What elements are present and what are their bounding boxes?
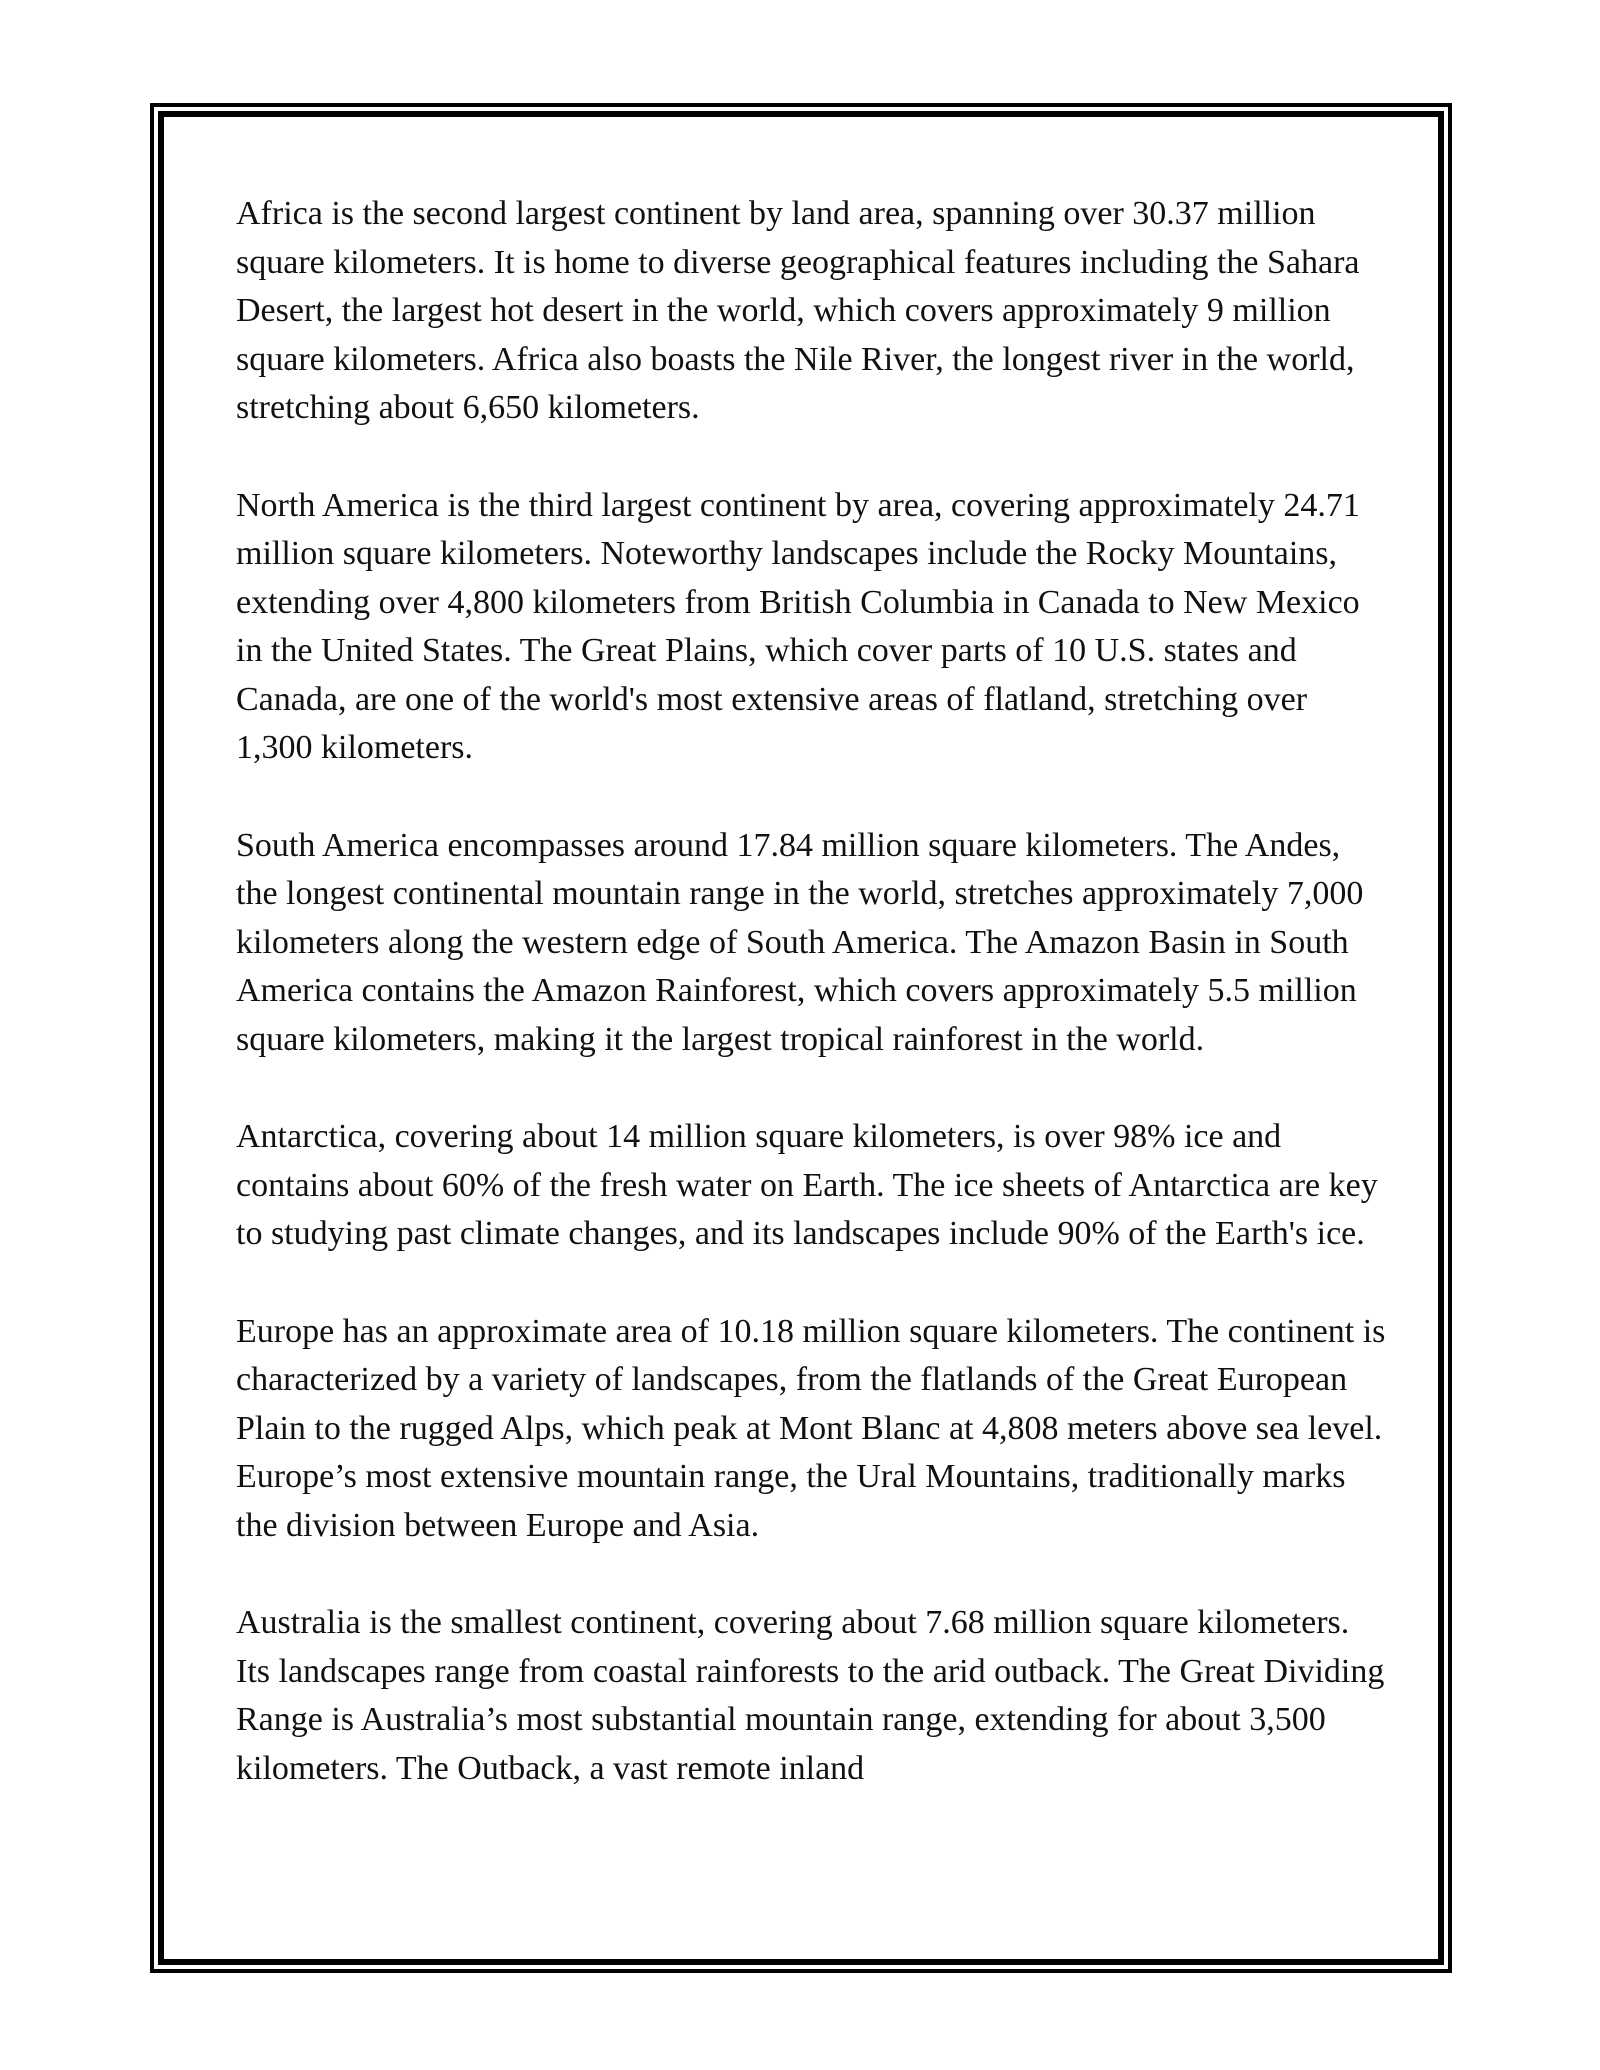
paragraph-europe: Europe has an approximate area of 10.18 million square kilometers. The continent is characterized by a variety of landscapes, from the flatlands of the Great European Plain to the rugged Alps, which peak at Mont Blanc at 4,808 meters above sea level. Europe’s most extensive mountain range, the Ural Mountains, traditionally marks the division between Europe and Asia.	[236, 1312, 1386, 1544]
paragraph-north-america: North America is the third largest continent by area, covering approximately 24.71 million square kilometers. Noteworthy landscapes include the Rocky Mountains, extending over 4,800 kilometers from British Columbia in Canada to New Mexico in the United States. The Great Plains, which cover parts of 10 U.S. states and Canada, are one of the world's most extensive areas of flatland, stretching over 1,300 kilometers.	[236, 486, 1360, 766]
paragraph-australia: Australia is the smallest continent, covering about 7.68 million square kilometers. Its landscapes range from coastal rainforests to the arid outback. The Great Dividing Range is Australia’s most substantial mountain range, extending for about 3,500 kilometers. The Outback, a vast remote inland	[236, 1604, 1385, 1787]
document-body	[236, 190, 1386, 1842]
paragraph-africa: Africa is the second largest continent by land area, spanning over 30.37 million square kilometers. It is home to diverse geographical features including the Sahara Desert, the largest hot desert in the world, which covers approximately 9 million square kilometers. Africa also boasts the Nile River, the longest river in the world, stretching about 6,650 kilometers.	[236, 195, 1360, 426]
paragraph-antarctica: Antarctica, covering about 14 million square kilometers, is over 98% ice and contains about 60% of the fresh water on Earth. The ice sheets of Antarctica are key to studying past climate changes, and its landscapes include 90% of the Earth's ice.	[236, 1118, 1378, 1252]
paragraph-south-america: South America encompasses around 17.84 million square kilometers. The Andes, the longest continental mountain range in the world, stretches approximately 7,000 kilometers along the western edge of South America. The Amazon Basin in South America contains the Amazon Rainforest, which covers approximately 5.5 million square kilometers, making it the largest tropical rainforest in the world.	[236, 826, 1364, 1058]
